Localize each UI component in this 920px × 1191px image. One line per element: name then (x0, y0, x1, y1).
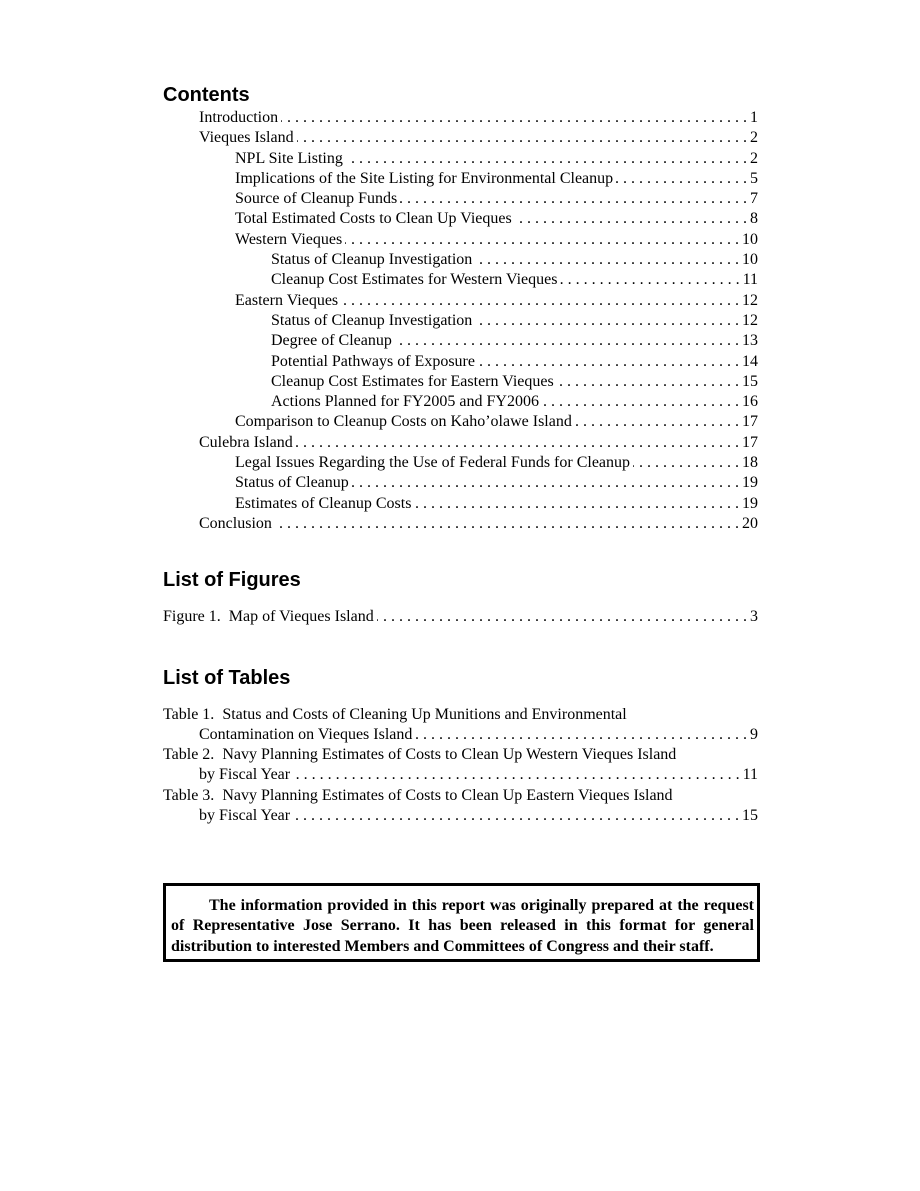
dot-leader (415, 725, 747, 745)
table-entry-line1 (163, 705, 758, 725)
toc-entry-page: 20 (742, 514, 758, 532)
toc-entry-page: 11 (742, 271, 758, 289)
toc-entry-title: NPL Site Listing (235, 149, 343, 167)
toc-entry-title: Status of Cleanup Investigation (271, 311, 473, 329)
table-label: Table 2. (163, 746, 215, 764)
figures-list (163, 607, 758, 627)
dot-leader (296, 433, 739, 453)
toc-entry[interactable] (163, 169, 758, 189)
dot-leader (633, 453, 739, 473)
toc-entry-title: Implications of the Site Listing for Environmental Cleanup (235, 169, 614, 187)
dot-leader (293, 806, 739, 826)
toc-entry[interactable] (163, 311, 758, 331)
dot-leader (345, 230, 739, 250)
dot-leader (557, 372, 739, 392)
toc-entry-title: Conclusion (199, 514, 272, 532)
dot-leader (395, 331, 739, 351)
toc-entry[interactable] (163, 108, 758, 128)
toc-entry-page: 5 (750, 169, 758, 187)
dot-leader (352, 473, 739, 493)
toc-entry-page: 8 (750, 210, 758, 228)
table-page: 11 (742, 766, 758, 784)
dot-leader (400, 189, 747, 209)
dot-leader (616, 169, 747, 189)
toc-entry-title: Legal Issues Regarding the Use of Federal Funds for Cleanup (235, 454, 631, 472)
figure-entry[interactable] (163, 607, 758, 627)
toc-entry-title: Culebra Island (199, 433, 293, 451)
dot-leader (475, 311, 739, 331)
table-title-line2: Contamination on Vieques Island (199, 725, 413, 743)
toc-entry[interactable] (163, 392, 758, 412)
toc-entry-page: 13 (742, 332, 758, 350)
toc-entry-page: 19 (742, 494, 758, 512)
toc-entry[interactable] (163, 331, 758, 351)
toc-entry-title: Estimates of Cleanup Costs (235, 494, 412, 512)
toc-entry-title: Comparison to Cleanup Costs on Kaho’olawe Island (235, 413, 572, 431)
tables-heading: List of Tables (163, 666, 291, 689)
dot-leader (475, 250, 739, 270)
toc-entry-title: Eastern Vieques (235, 291, 339, 309)
toc-entry-page: 18 (742, 454, 758, 472)
figure-label: Figure 1. (163, 608, 221, 626)
dot-leader (297, 128, 747, 148)
notice-box (163, 883, 760, 962)
toc-entry-title: Status of Cleanup Investigation (271, 251, 473, 269)
dot-leader (478, 352, 739, 372)
toc-entry-page: 1 (750, 109, 758, 126)
dot-leader (275, 514, 739, 534)
toc-entry-page: 2 (750, 149, 758, 167)
table-entry[interactable] (163, 786, 758, 827)
table-entry-line1 (163, 745, 758, 765)
figure-title: Map of Vieques Island (228, 608, 374, 626)
figures-heading: List of Figures (163, 569, 301, 592)
dot-leader (341, 291, 739, 311)
dot-leader (560, 270, 739, 290)
toc-entry-title: Potential Pathways of Exposure (271, 352, 475, 370)
table-title-line2: by Fiscal Year (199, 807, 291, 825)
toc-entry-title: Cleanup Cost Estimates for Western Vieques (271, 271, 558, 289)
toc-entry[interactable] (163, 433, 758, 453)
dot-leader (414, 494, 739, 514)
figure-page: 3 (750, 608, 758, 626)
toc-entry-title: Source of Cleanup Funds (235, 190, 398, 208)
contents-list (163, 108, 758, 534)
contents-heading: Contents (163, 84, 250, 106)
table-label: Table 3. (163, 786, 215, 804)
toc-entry[interactable] (163, 189, 758, 209)
dot-leader (293, 765, 739, 785)
toc-entry-page: 15 (742, 372, 758, 390)
table-title-line1: Navy Planning Estimates of Costs to Clean Up Eastern Vieques Island (222, 786, 673, 804)
toc-entry[interactable] (163, 412, 758, 432)
dot-leader (377, 607, 747, 627)
notice-text: The information provided in this report was originally prepared at the request of Representative Jose Serrano. It has been released in this format for general distribution to interested Members and Committees of Congress and their staff. (171, 897, 754, 955)
table-title-line2: by Fiscal Year (199, 766, 291, 784)
dot-leader (281, 108, 747, 128)
toc-entry-title: Actions Planned for FY2005 and FY2006 (271, 393, 539, 411)
dot-leader (515, 209, 747, 229)
dot-leader (542, 392, 739, 412)
toc-entry[interactable] (163, 352, 758, 372)
dot-leader (575, 412, 739, 432)
toc-entry-page: 19 (742, 474, 758, 492)
toc-entry-page: 14 (742, 352, 758, 370)
toc-entry-page: 17 (742, 433, 758, 451)
toc-entry[interactable] (163, 514, 758, 534)
toc-entry[interactable] (163, 473, 758, 493)
table-entry-line2 (163, 806, 758, 826)
toc-entry[interactable] (163, 230, 758, 250)
toc-entry-page: 7 (750, 190, 758, 208)
table-entry-line2 (163, 725, 758, 745)
table-entry-line1 (163, 786, 758, 806)
toc-entry-title: Total Estimated Costs to Clean Up Vieques (235, 210, 512, 228)
toc-entry-page: 17 (742, 413, 758, 431)
dot-leader (346, 149, 747, 169)
toc-entry-title: Vieques Island (199, 129, 294, 147)
table-page: 15 (742, 807, 758, 825)
table-entry[interactable] (163, 705, 758, 746)
toc-entry-title: Western Vieques (235, 230, 343, 248)
toc-entry-page: 10 (742, 230, 758, 248)
toc-entry[interactable] (163, 372, 758, 392)
table-label: Table 1. (163, 705, 215, 723)
table-entry-line2 (163, 765, 758, 785)
toc-entry-page: 12 (742, 311, 758, 329)
toc-entry[interactable] (163, 128, 758, 148)
toc-entry-page: 16 (742, 393, 758, 411)
table-entry[interactable] (163, 745, 758, 786)
table-title-line1: Navy Planning Estimates of Costs to Clean Up Western Vieques Island (222, 746, 677, 764)
toc-entry[interactable] (163, 270, 758, 290)
toc-entry-title: Cleanup Cost Estimates for Eastern Vieques (271, 372, 554, 390)
toc-entry-page: 2 (750, 129, 758, 147)
toc-entry-title: Degree of Cleanup (271, 332, 392, 350)
toc-entry[interactable] (163, 494, 758, 514)
toc-entry-page: 10 (742, 251, 758, 269)
toc-entry[interactable] (163, 453, 758, 473)
toc-entry-title: Introduction (199, 109, 279, 126)
tables-list (163, 705, 758, 827)
document-page (163, 82, 758, 826)
table-title-line1: Status and Costs of Cleaning Up Munitions and Environmental (222, 705, 627, 723)
toc-entry[interactable] (163, 291, 758, 311)
toc-entry[interactable] (163, 209, 758, 229)
toc-entry[interactable] (163, 149, 758, 169)
toc-entry-title: Status of Cleanup (235, 474, 349, 492)
table-page: 9 (750, 725, 758, 743)
toc-entry[interactable] (163, 250, 758, 270)
toc-entry-page: 12 (742, 291, 758, 309)
